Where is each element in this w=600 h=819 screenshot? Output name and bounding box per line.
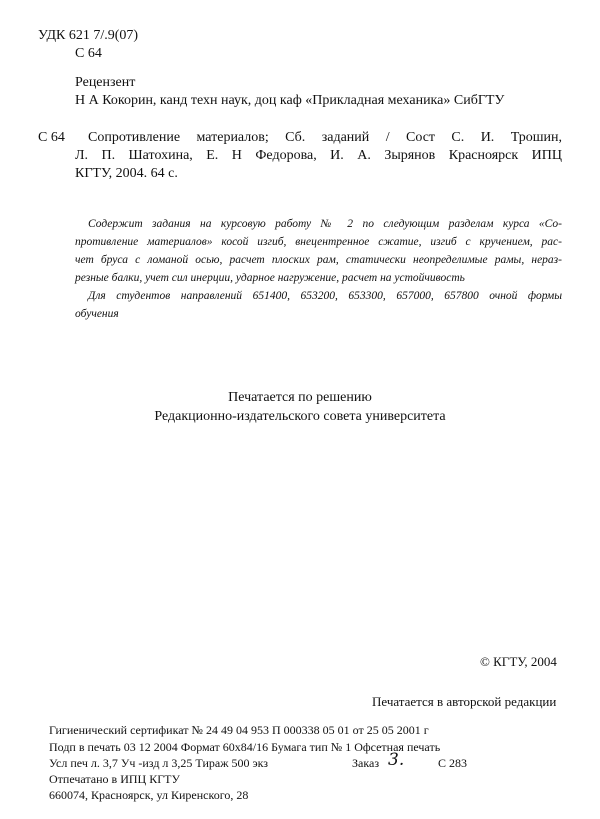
- copyright: © КГТУ, 2004: [480, 654, 557, 669]
- reviewer-label: Рецензент: [75, 75, 136, 90]
- audience-line-2: обучения: [75, 308, 119, 320]
- imprint-order-number-handwritten: 3.: [388, 750, 405, 770]
- author-edition-note: Печатается в авторской редакции: [372, 694, 557, 709]
- imprint-order-code: С 283: [438, 756, 468, 770]
- audience-line-1: Для студентов направлений 651400, 653200, 653300, 657000, 657800 очной формы: [88, 290, 562, 302]
- abstract-line-3: чет бруса с ломаной осью, расчет плоских рам, статически неопределимые рамы, нераз-: [75, 254, 562, 266]
- imprint-certificate: Гигиенический сертификат № 24 49 04 953 П 000338 05 01 от 25 05 2001 г: [49, 723, 429, 737]
- imprint-volume: Усл печ л. 3,7 Уч -изд л 3,25 Тираж 500 экз: [49, 756, 269, 770]
- reviewer-text: Н А Кокорин, канд техн наук, доц каф «Прикладная механика» СибГТУ: [75, 93, 505, 108]
- imprint-order-label: Заказ: [352, 756, 380, 770]
- approval-line-1: Печатается по решению: [228, 390, 372, 405]
- abstract-line-4: резные балки, учет сил инерции, ударное нагружение, расчет на устойчивость: [75, 272, 465, 284]
- bib-code: С 64: [38, 130, 65, 145]
- bib-line-2: Л. П. Шатохина, Е. Н Федорова, И. А. Зырянов Красноярск ИПЦ: [75, 148, 562, 163]
- imprint-printed-at: Отпечатано в ИПЦ КГТУ: [49, 772, 180, 786]
- bib-line-3: КГТУ, 2004. 64 с.: [75, 166, 178, 181]
- udk-code: УДК 621 7/.9(07): [38, 28, 139, 43]
- abstract-line-2: противление материалов» косой изгиб, внецентренное сжатие, изгиб с кручением, рас-: [75, 236, 562, 248]
- bib-line-1: Сопротивление материалов; Сб. заданий / Сост С. И. Трошин,: [88, 130, 562, 145]
- library-index: С 64: [75, 46, 102, 61]
- imprint-address: 660074, Красноярск, ул Киренского, 28: [49, 788, 249, 802]
- abstract-line-1: Содержит задания на курсовую работу № 2 по следующим разделам курса «Со-: [88, 218, 562, 230]
- approval-line-2: Редакционно-издательского совета университета: [154, 409, 446, 424]
- imprint-print-info: Подп в печать 03 12 2004 Формат 60х84/16 Бумага тип № 1 Офсетная печать: [49, 740, 441, 754]
